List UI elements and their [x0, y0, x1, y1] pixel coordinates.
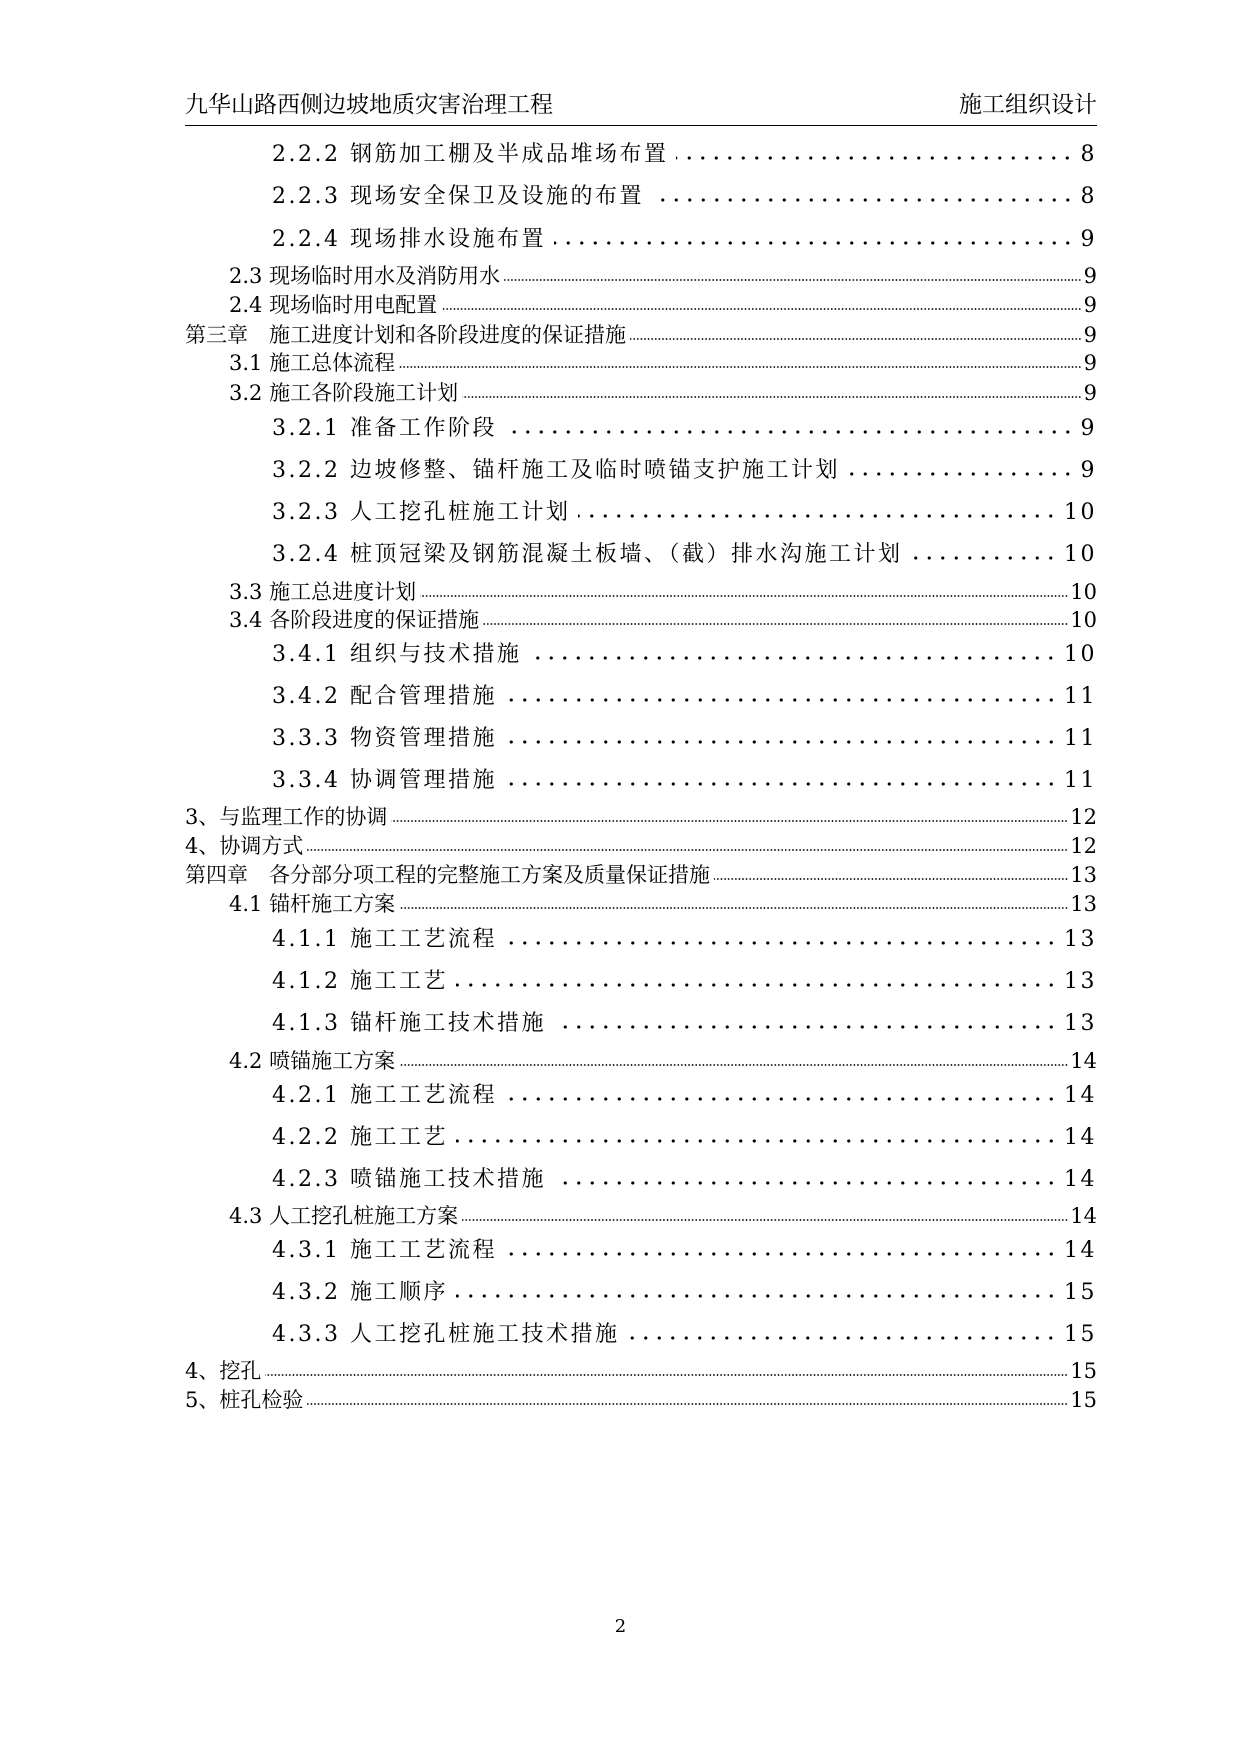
toc-entry-title: 3.3 施工总进度计划	[229, 580, 417, 604]
toc-entry-title: 4.3.3 人工挖孔桩施工技术措施	[272, 1322, 620, 1347]
toc-entry-title: 4.1.1 施工工艺流程	[272, 927, 497, 952]
toc-entry-title: 4.3 人工挖孔桩施工方案	[229, 1204, 459, 1228]
toc-entry[interactable]	[272, 640, 1097, 670]
toc-entry[interactable]	[185, 1356, 1097, 1386]
toc-entry[interactable]	[272, 1236, 1097, 1266]
toc-entry[interactable]	[229, 378, 1097, 408]
toc-entry-page: 9	[1080, 227, 1097, 252]
toc-entry-page: 9	[1083, 381, 1097, 405]
toc-dot-leader	[529, 654, 1058, 662]
toc-dot-leader	[265, 1372, 1068, 1378]
toc-entry-page: 11	[1064, 684, 1097, 709]
toc-dot-leader	[441, 306, 1082, 312]
toc-entry[interactable]	[272, 182, 1097, 212]
toc-dot-leader	[554, 1179, 1058, 1187]
toc-entry-title: 3.2.3 人工挖孔桩施工计划	[272, 500, 571, 525]
toc-entry[interactable]	[272, 1009, 1097, 1039]
toc-entry-page: 8	[1080, 184, 1097, 209]
toc-entry[interactable]	[229, 290, 1097, 320]
toc-entry-page: 9	[1080, 416, 1097, 441]
toc-entry[interactable]	[272, 967, 1097, 997]
toc-dot-leader	[462, 1217, 1068, 1223]
toc-entry[interactable]	[229, 577, 1097, 607]
toc-dot-leader	[714, 876, 1068, 882]
toc-dot-leader	[307, 847, 1068, 853]
toc-entry-title: 3.2 施工各阶段施工计划	[229, 381, 459, 405]
toc-dot-leader	[399, 905, 1068, 911]
toc-entry[interactable]	[272, 1278, 1097, 1308]
toc-dot-leader	[462, 394, 1082, 400]
toc-entry-page: 13	[1070, 863, 1097, 887]
toc-entry-page: 13	[1064, 1011, 1097, 1036]
toc-entry[interactable]	[229, 889, 1097, 919]
toc-entry-page: 15	[1070, 1359, 1097, 1383]
toc-dot-leader	[910, 554, 1058, 562]
toc-entry-page: 14	[1070, 1204, 1097, 1228]
toc-entry[interactable]	[272, 724, 1097, 754]
toc-entry-page: 10	[1070, 608, 1097, 632]
toc-entry-title: 3.1 施工总体流程	[229, 351, 396, 375]
toc-entry-page: 14	[1070, 1049, 1097, 1073]
toc-dot-leader	[505, 939, 1058, 947]
toc-entry[interactable]	[272, 766, 1097, 796]
toc-entry-page: 11	[1064, 768, 1097, 793]
toc-entry-page: 9	[1083, 351, 1097, 375]
toc-entry[interactable]	[272, 456, 1097, 486]
toc-dot-leader	[420, 593, 1068, 599]
toc-entry-title: 3.3.3 物资管理措施	[272, 726, 497, 751]
toc-entry-page: 9	[1080, 458, 1097, 483]
toc-entry[interactable]	[272, 414, 1097, 444]
toc-entry-page: 10	[1064, 542, 1097, 567]
toc-entry-title: 3.4.1 组织与技术措施	[272, 642, 522, 667]
toc-entry-title: 2.2.4 现场排水设施布置	[272, 227, 546, 252]
toc-entry[interactable]	[185, 831, 1097, 861]
toc-dot-leader	[456, 1137, 1058, 1145]
toc-entry-title: 5、桩孔检验	[185, 1388, 304, 1412]
toc-entry[interactable]	[272, 140, 1097, 170]
toc-entry-title: 3.2.2 边坡修整、锚杆施工及临时喷锚支护施工计划	[272, 458, 840, 483]
toc-entry-title: 第三章 施工进度计划和各阶段进度的保证措施	[185, 323, 626, 347]
toc-entry[interactable]	[185, 320, 1097, 350]
toc-entry-title: 2.2.3 现场安全保卫及设施的布置	[272, 184, 644, 209]
document-type: 施工组织设计	[959, 92, 1097, 118]
toc-entry-title: 4.1 锚杆施工方案	[229, 892, 396, 916]
toc-entry-title: 4.2 喷锚施工方案	[229, 1049, 396, 1073]
toc-dot-leader	[456, 1292, 1058, 1300]
toc-dot-leader	[504, 277, 1082, 283]
toc-entry-title: 第四章 各分部分项工程的完整施工方案及质量保证措施	[185, 863, 710, 887]
toc-entry[interactable]	[185, 1385, 1097, 1415]
toc-entry-title: 4.2.1 施工工艺流程	[272, 1083, 497, 1108]
toc-dot-leader	[554, 1023, 1058, 1031]
toc-entry-page: 10	[1064, 500, 1097, 525]
toc-dot-leader	[505, 738, 1058, 746]
toc-entry-page: 10	[1064, 642, 1097, 667]
toc-dot-leader	[652, 196, 1075, 204]
toc-entry-page: 14	[1064, 1125, 1097, 1150]
toc-entry-title: 4.1.2 施工工艺	[272, 969, 448, 994]
toc-entry-page: 12	[1070, 834, 1097, 858]
toc-dot-leader	[505, 696, 1058, 704]
toc-entry[interactable]	[272, 682, 1097, 712]
toc-entry[interactable]	[229, 348, 1097, 378]
toc-dot-leader	[578, 512, 1058, 520]
toc-dot-leader	[483, 621, 1068, 627]
toc-dot-leader	[399, 364, 1082, 370]
toc-entry-page: 9	[1083, 293, 1097, 317]
toc-dot-leader	[554, 239, 1075, 247]
toc-entry-title: 4.1.3 锚杆施工技术措施	[272, 1011, 546, 1036]
toc-dot-leader	[505, 780, 1058, 788]
toc-entry[interactable]	[272, 1165, 1097, 1195]
toc-entry-title: 2.2.2 钢筋加工棚及半成品堆场布置	[272, 142, 669, 167]
toc-entry-title: 4.2.2 施工工艺	[272, 1125, 448, 1150]
toc-entry-page: 11	[1064, 726, 1097, 751]
toc-dot-leader	[505, 1095, 1058, 1103]
toc-entry-page: 14	[1064, 1167, 1097, 1192]
toc-entry-title: 3.2.1 准备工作阶段	[272, 416, 497, 441]
toc-entry-title: 3.4 各阶段进度的保证措施	[229, 608, 480, 632]
toc-entry[interactable]	[272, 1320, 1097, 1350]
toc-entry-title: 4、协调方式	[185, 834, 304, 858]
toc-entry[interactable]	[272, 540, 1097, 570]
toc-entry-title: 4、挖孔	[185, 1359, 262, 1383]
toc-entry-title: 2.4 现场临时用电配置	[229, 293, 438, 317]
toc-dot-leader	[848, 470, 1075, 478]
toc-dot-leader	[627, 1334, 1058, 1342]
toc-dot-leader	[456, 981, 1058, 989]
toc-entry-title: 3.3.4 协调管理措施	[272, 768, 497, 793]
toc-dot-leader	[391, 818, 1068, 824]
document-title: 九华山路西侧边坡地质灾害治理工程	[185, 92, 553, 118]
toc-dot-leader	[676, 154, 1074, 162]
toc-entry-page: 13	[1070, 892, 1097, 916]
toc-dot-leader	[399, 1062, 1068, 1068]
toc-entry-title: 4.3.2 施工顺序	[272, 1280, 448, 1305]
toc-entry[interactable]	[272, 925, 1097, 955]
toc-entry-page: 14	[1064, 1083, 1097, 1108]
toc-entry-page: 15	[1070, 1388, 1097, 1412]
toc-entry-title: 3、与监理工作的协调	[185, 805, 388, 829]
toc-entry-page: 12	[1070, 805, 1097, 829]
toc-entry[interactable]	[185, 860, 1097, 890]
toc-entry-page: 15	[1064, 1322, 1097, 1347]
toc-entry[interactable]	[229, 605, 1097, 635]
toc-entry[interactable]	[229, 261, 1097, 291]
toc-entry-page: 15	[1064, 1280, 1097, 1305]
toc-entry-page: 10	[1070, 580, 1097, 604]
toc-entry[interactable]	[272, 1123, 1097, 1153]
toc-entry[interactable]	[272, 1081, 1097, 1111]
toc-entry-page: 13	[1064, 969, 1097, 994]
toc-entry[interactable]	[229, 1046, 1097, 1076]
toc-entry-page: 14	[1064, 1238, 1097, 1263]
toc-entry-page: 13	[1064, 927, 1097, 952]
toc-entry[interactable]	[185, 802, 1097, 832]
toc-entry[interactable]	[272, 498, 1097, 528]
toc-dot-leader	[505, 428, 1075, 436]
toc-entry-page: 8	[1080, 142, 1097, 167]
toc-entry-title: 4.2.3 喷锚施工技术措施	[272, 1167, 546, 1192]
toc-entry-title: 3.2.4 桩顶冠梁及钢筋混凝土板墙、（截）排水沟施工计划	[272, 542, 903, 567]
toc-dot-leader	[505, 1250, 1058, 1258]
toc-dot-leader	[307, 1401, 1068, 1407]
toc-dot-leader	[630, 336, 1082, 342]
toc-entry-page: 9	[1083, 323, 1097, 347]
toc-entry-title: 3.4.2 配合管理措施	[272, 684, 497, 709]
toc-entry-title: 4.3.1 施工工艺流程	[272, 1238, 497, 1263]
toc-entry-title: 2.3 现场临时用水及消防用水	[229, 264, 501, 288]
toc-entry[interactable]	[272, 225, 1097, 255]
toc-entry-page: 9	[1083, 264, 1097, 288]
page-number: 2	[614, 1616, 627, 1637]
toc-entry[interactable]	[229, 1201, 1097, 1231]
